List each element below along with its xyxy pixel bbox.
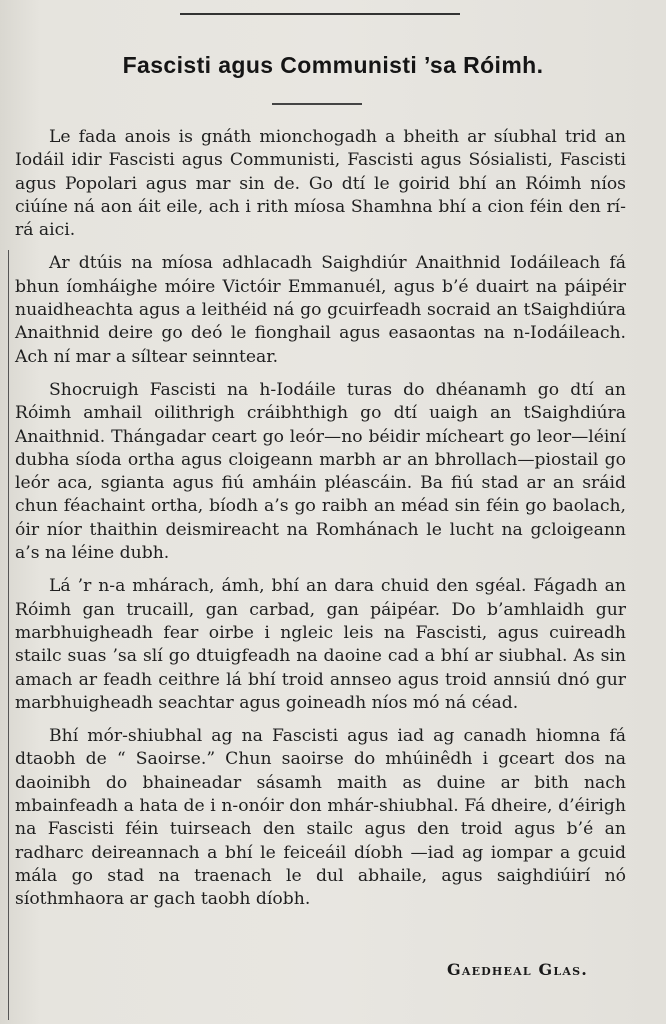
article-title: Fascisti agus Communisti ’sa Róimh.: [122, 52, 544, 78]
top-divider-rule: [180, 13, 460, 15]
column-rule: [8, 250, 9, 1020]
paragraph: Bhí mór-shiubhal ag na Fascisti agus iad ag canadh hiomna fá dtaobh de “ Saoirse.” Chun saoirse do mhúinêdh i gceart dos na daoinibh do bhaineadar sásamh maith as duine ar bith nach mbainfeadh a hata de i n-onóir don mhár-shiubhal. Fá dheire, d’éirigh na Fascisti féin tuirseach den stailc agus den troid agus b’é an radharc deireannach a bhí le feiceáil díobh —iad ag iompar a gcuid mála go stad na traenach le dul abhaile, agus saighdiúirí nó síothmhaora ar gach taobh díobh.: [15, 726, 626, 910]
paragraph: Lá ’r n-a mhárach, ámh, bhí an dara chuid den sgéal. Fágadh an Róimh gan trucaill, gan carbad, gan páipéar. Do b’amhlaidh gur marbhuigheadh fear oirbe i ngleic leis na Fascisti, agus cuireadh stailc suas ’sa slí go dtuigfeadh na daoine cad a bhí ar siubhal. As sin amach ar feadh ceithre lá bhí troid annseo agus troid annsiú dnó gur marbhuigheadh seachtar agus goineadh níos mó ná céad.: [15, 576, 626, 713]
article-body: [15, 126, 626, 922]
paragraph: Le fada anois is gnáth mionchogadh a bheith ar síubhal trid an Iodáil idir Fascisti agus Communisti, Fascisti agus Sósialisti, Fascisti agus Popolari agus mar sin de. Go dtí le goirid bhí an Róimh níos ciúíne ná aon áit eile, ach i rith míosa Shamhna bhí a cion féin den rí-rá aici.: [15, 127, 626, 241]
paragraph: Ar dtúis na míosa adhlacadh Saighdiúr Anaithnid Iodáileach fá bhun íomháighe móire Victóir Emmanuél, agus b’é duairt na páipéir nuaidheachta agus a leithéid ná go gcuirfeadh socraid an tSaighdiúra Anaithnid deire go deó le fionghail agus easaontas na n-Iodáileach. Ach ní mar a síltear seinntear.: [15, 253, 626, 367]
title-divider-rule: [272, 103, 362, 105]
author-signature: Gaedheal Glas.: [447, 960, 588, 979]
paragraph: Shocruigh Fascisti na h-Iodáile turas do dhéanamh go dtí an Róimh amhail oilithrigh cráibhthigh go dtí uaigh an tSaighdiúra Anaithnid. Thángadar ceart go leór—no béidir mícheart go leor—léiní dubha síoda ortha agus cloigeann marbh ar an bhrollach—piostail go leór aca, sgianta agus fiú amháin pléascáin. Ba fiú stad ar an sráid chun féachaint ortha, bíodh a’s go raibh an méad sin féin go baolach, óir níor thaithin deismireacht na Romhánach le lucht na gcloigeann a’s na léine dubh.: [15, 379, 626, 564]
